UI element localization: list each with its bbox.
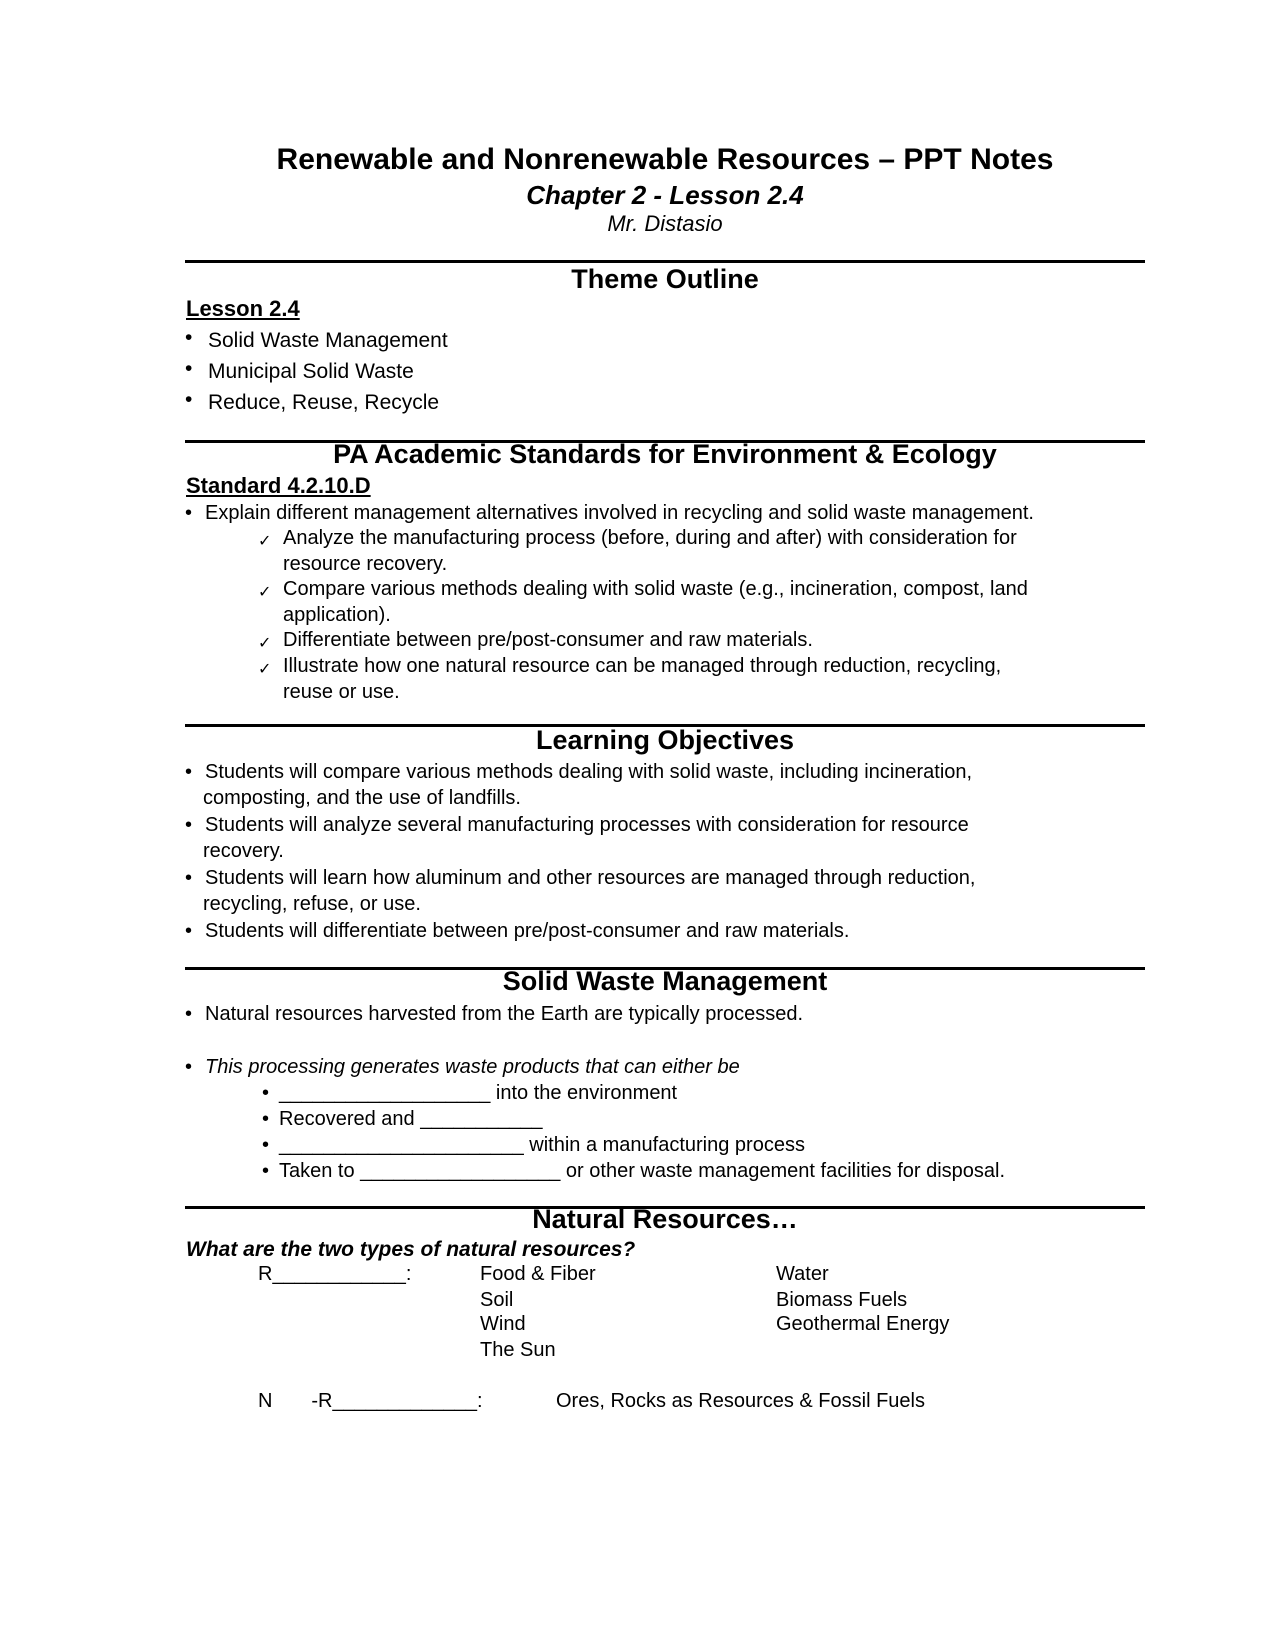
objective-item: Students will compare various methods dealing with solid waste, including incineration, [205,761,973,783]
standards-heading: PA Academic Standards for Environment & Ecology [333,439,997,469]
outline-item: Reduce, Reuse, Recycle [208,391,440,414]
document-title: Renewable and Nonrenewable Resources – PPT Notes [276,143,1054,176]
solid-waste-heading: Solid Waste Management [502,966,828,996]
standard-subitem: Illustrate how one natural resource can be managed through reduction, recycling, [283,655,1002,677]
natural-resources-heading: Natural Resources… [532,1204,798,1234]
standard-subitem-cont: application). [283,604,391,626]
objectives-heading: Learning Objectives [535,725,795,755]
lesson-label: Lesson 2.4 [186,296,300,321]
renewable-example: Biomass Fuels [776,1289,908,1311]
bullet-icon: • [185,761,193,783]
objective-item: Students will analyze several manufacturing processes with consideration for resource [205,814,969,836]
renewable-example: Wind [480,1313,526,1335]
fill-in-item: ______________________ within a manufacturing process [279,1134,805,1156]
checkmark-icon: ✓ [258,635,272,652]
chapter-subtitle: Chapter 2 - Lesson 2.4 [526,180,804,210]
bullet-icon: • [262,1134,270,1156]
solid-waste-item: Natural resources harvested from the Earth are typically processed. [205,1003,804,1025]
bullet-icon: • [185,1056,193,1078]
objective-item-cont: recovery. [203,840,284,862]
objective-item-cont: recycling, refuse, or use. [203,893,421,915]
standard-subitem: Differentiate between pre/post-consumer and raw materials. [283,629,813,651]
outline-item: Municipal Solid Waste [208,360,414,383]
checkmark-icon: ✓ [258,661,272,678]
bullet-icon: • [185,388,193,411]
standard-subitem: Analyze the manufacturing process (before, during and after) with consideration for [283,527,1017,549]
checkmark-icon: ✓ [258,584,272,601]
solid-waste-item: This processing generates waste products that can either be [205,1056,740,1078]
bullet-icon: • [262,1160,270,1182]
fill-in-item: ___________________ into the environment [279,1082,678,1104]
standard-label: Standard 4.2.10.D [186,473,371,498]
standard-subitem: Compare various methods dealing with solid waste (e.g., incineration, compost, land [283,578,1028,600]
objective-item: Students will differentiate between pre/post-consumer and raw materials. [205,920,850,942]
objective-item: Students will learn how aluminum and other resources are managed through reduction, [205,867,976,889]
bullet-icon: • [185,867,193,889]
outline-item: Solid Waste Management [208,329,448,352]
renewable-example: Geothermal Energy [776,1313,950,1335]
renewable-example: Water [776,1263,829,1285]
bullet-icon: • [185,502,193,524]
theme-outline-heading: Theme Outline [571,264,759,294]
renewable-label: R____________: [258,1263,412,1285]
renewable-example: Soil [480,1289,514,1311]
section-divider [185,260,1145,263]
bullet-icon: • [185,814,193,836]
author-name: Mr. Distasio [607,211,723,236]
standard-subitem-cont: reuse or use. [283,681,400,703]
bullet-icon: • [185,1003,193,1025]
natural-resources-question: What are the two types of natural resources? [186,1238,636,1261]
standard-item: Explain different management alternatives involved in recycling and solid waste management. [205,502,1034,524]
bullet-icon: • [262,1108,270,1130]
objective-item-cont: composting, and the use of landfills. [203,787,521,809]
bullet-icon: • [185,326,193,349]
bullet-icon: • [185,357,193,380]
nonrenewable-examples: Ores, Rocks as Resources & Fossil Fuels [556,1390,925,1412]
standard-subitem-cont: resource recovery. [283,553,448,575]
nonrenewable-label: N -R_____________: [258,1390,483,1412]
checkmark-icon: ✓ [258,533,272,550]
fill-in-item: Recovered and ___________ [279,1108,543,1130]
bullet-icon: • [262,1082,270,1104]
renewable-example: Food & Fiber [480,1263,596,1285]
bullet-icon: • [185,920,193,942]
fill-in-item: Taken to __________________ or other waste management facilities for disposal. [279,1160,1006,1182]
renewable-example: The Sun [480,1339,556,1361]
